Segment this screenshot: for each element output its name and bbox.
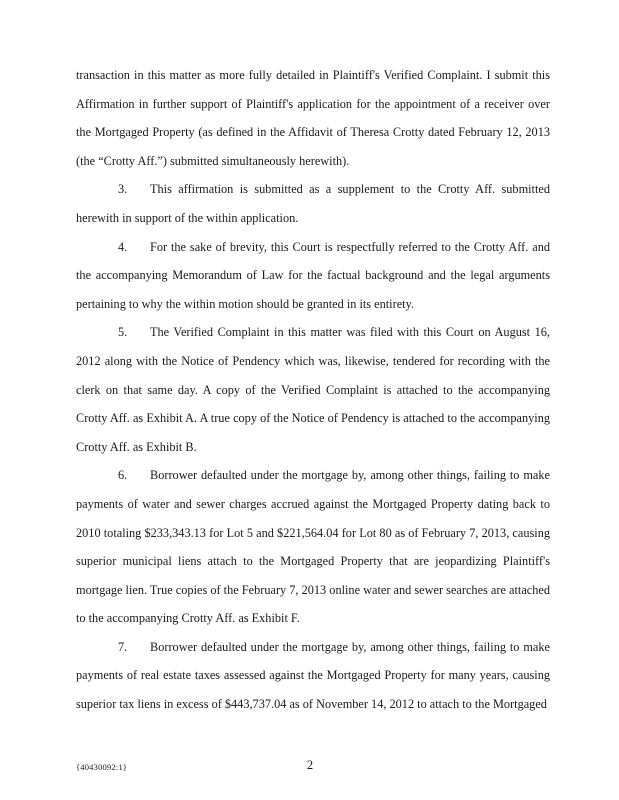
paragraph-text: The Verified Complaint in this matter was filed with this Court on August 16, 2012 along with the Notice of Pendency which was, likewise, tendered for recording with the clerk on that same day. A copy of the Verified Complaint is attached to the accompanying Crotty Aff. as Exhibit A. A true copy of the Notice of Pendency is attached to the accompanying Crotty Aff. as Exhibit B. xyxy=(76,325,550,454)
footer-document-id: {40430092:1} xyxy=(76,762,128,772)
paragraph-5 xyxy=(76,318,550,461)
paragraph-number: 5. xyxy=(118,325,128,340)
paragraph-text: transaction in this matter as more fully detailed in Plaintiff's Verified Complaint. I submit this Affirmation in further support of Plaintiff's application for the appointment of a receiver over the Mortgaged Property (as defined in the Affidavit of Theresa Crotty dated February 12, 2013 (the “Crotty Aff.”) submitted simultaneously herewith). xyxy=(76,68,550,168)
paragraph-continuation xyxy=(76,61,550,175)
paragraph-number: 6. xyxy=(118,468,128,483)
paragraph-text: Borrower defaulted under the mortgage by, among other things, failing to make payments of water and sewer charges accrued against the Mortgaged Property dating back to 2010 totaling $233,343.13 for Lot 5 and $221,564.04 for Lot 80 as of February 7, 2013, causing superior municipal liens attach to the Mortgaged Property that are jeopardizing Plaintiff's mortgage lien. True copies of the February 7, 2013 online water and sewer searches are attached to the accompanying Crotty Aff. as Exhibit F. xyxy=(76,468,550,626)
paragraph-6 xyxy=(76,461,550,633)
document-body xyxy=(76,61,550,719)
paragraph-3 xyxy=(76,175,550,232)
paragraph-text: This affirmation is submitted as a supplement to the Crotty Aff. submitted herewith in support of the within application. xyxy=(76,182,550,225)
paragraph-number: 4. xyxy=(118,239,128,254)
paragraph-4 xyxy=(76,233,550,319)
paragraph-text: Borrower defaulted under the mortgage by, among other things, failing to make payments of real estate taxes assessed against the Mortgaged Property for many years, causing superior tax liens in excess of $443,737.04 as of November 14, 2012 to attach to the Mortgaged xyxy=(76,639,550,712)
footer-page-number: 2 xyxy=(306,758,314,772)
paragraph-number: 7. xyxy=(118,639,128,654)
paragraph-text: For the sake of brevity, this Court is respectfully referred to the Crotty Aff. and the accompanying Memorandum of Law for the factual background and the legal arguments pertaining to why the within motion should be granted in its entirety. xyxy=(76,239,550,311)
paragraph-number: 3. xyxy=(118,182,128,197)
paragraph-7 xyxy=(76,633,550,719)
